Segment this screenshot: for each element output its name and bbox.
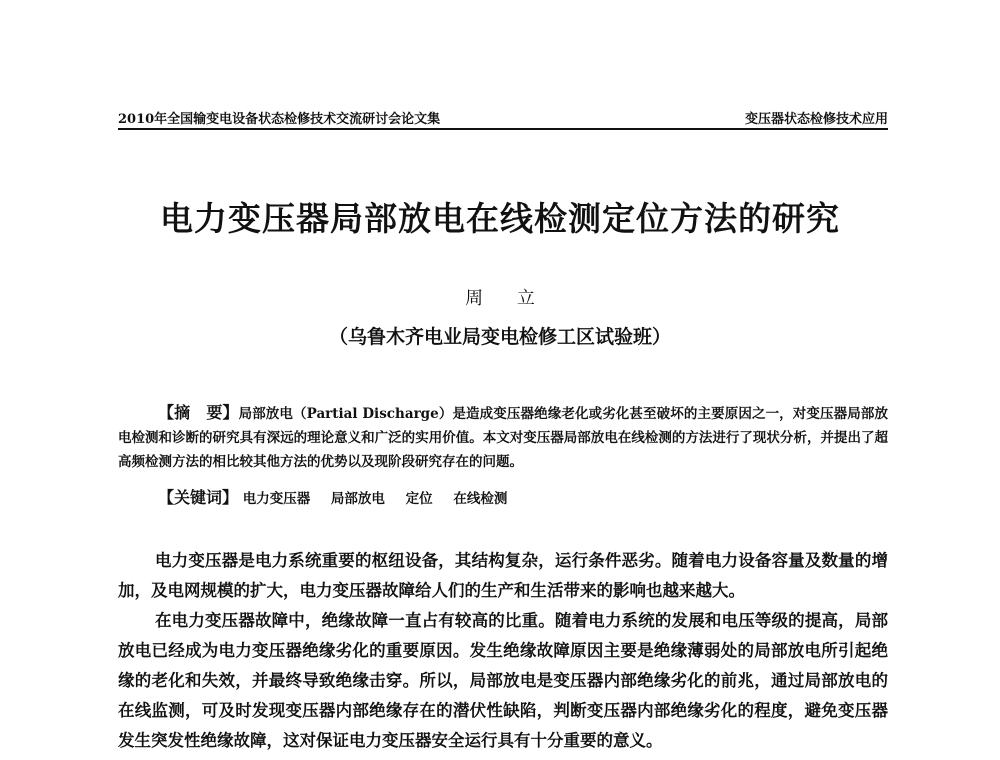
body-paragraph: 在电力变压器故障中，绝缘故障一直占有较高的比重。随着电力系统的发展和电压等级的提高，局部放电已经成为电力变压器绝缘劣化的重要原因。发生绝缘故障原因主要是绝缘薄弱处的局部放电所引起绝缘的老化和失效，并最终导致绝缘击穿。所以，局部放电是变压器内部绝缘劣化的前兆，通过局部放电的在线监测，可及时发现变压器内部绝缘存在的潜伏性缺陷，判断变压器内部绝缘劣化的程度，避免变压器发生突发性绝缘故障，这对保证电力变压器安全运行具有十分重要的意义。: [118, 611, 888, 750]
keywords: [158, 486, 888, 511]
body-text: [118, 546, 888, 756]
keyword: 电力变压器: [242, 491, 311, 507]
abstract-label: 【摘 要】: [158, 403, 239, 422]
author-affiliation: （乌鲁木齐电业局变电检修工区试验班）: [328, 326, 671, 348]
keyword: 定位: [405, 491, 433, 507]
header-rule: [118, 128, 888, 130]
paper-title: 电力变压器局部放电在线检测定位方法的研究: [160, 199, 840, 238]
keyword: 局部放电: [330, 491, 385, 507]
header-proceedings-title: 2010年全国输变电设备状态检修技术交流研讨会论文集: [118, 112, 441, 127]
author-name: 周 立: [465, 288, 549, 309]
abstract: [118, 401, 888, 474]
body-paragraph: 电力变压器是电力系统重要的枢纽设备，其结构复杂，运行条件恶劣。随着电力设备容量及数量的增加，及电网规模的扩大，电力变压器故障给人们的生产和生活带来的影响也越来越大。: [118, 551, 888, 600]
keywords-label: 【关键词】: [158, 488, 239, 507]
abstract-text: 局部放电（Partial Discharge）是造成变压器绝缘老化或劣化甚至破坏的主要原因之一，对变压器局部放电检测和诊断的研究具有深远的理论意义和广泛的实用价值。本文对变压器局部放电在线检测的方法进行了现状分析，并提出了超高频检测方法的相比较其他方法的优势以及现阶段研究存在的问题。: [118, 406, 888, 470]
header-section-title: 变压器状态检修技术应用: [744, 112, 888, 127]
running-header: [118, 108, 888, 128]
keyword: 在线检测: [453, 491, 508, 507]
